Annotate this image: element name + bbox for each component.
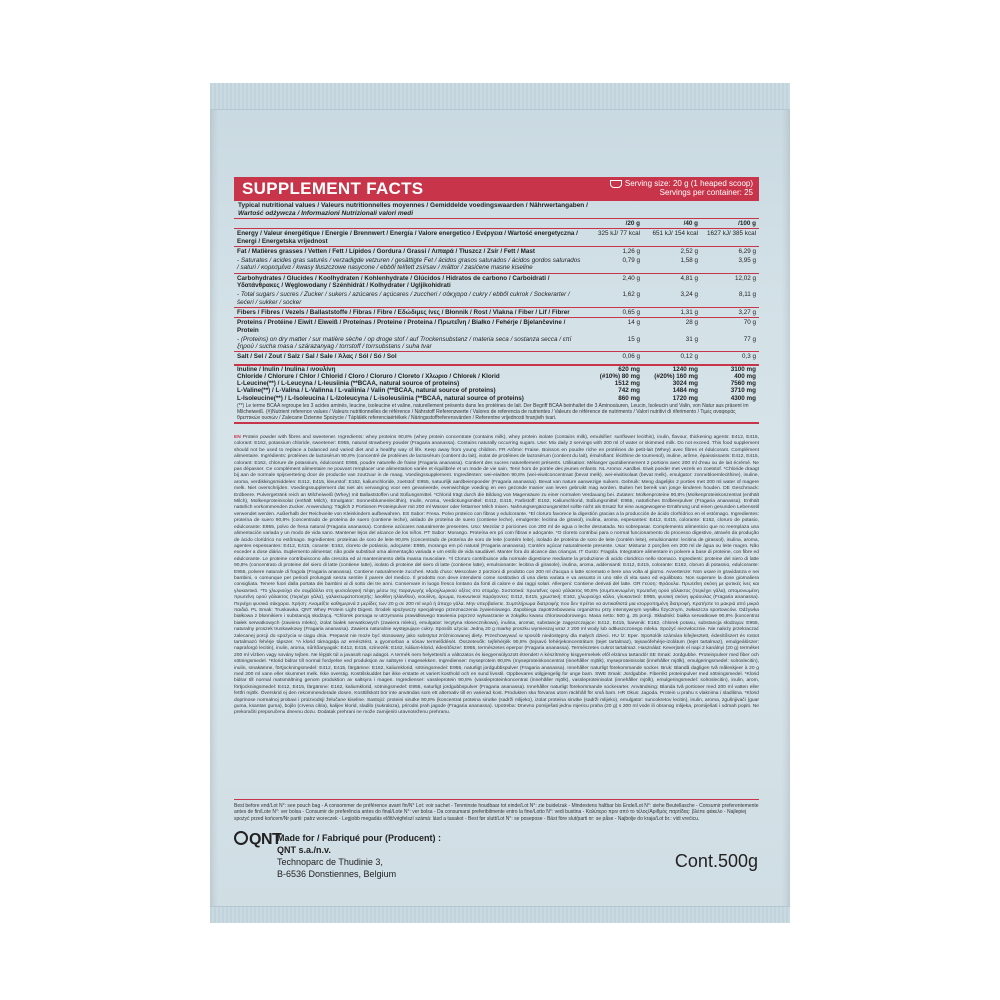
qnt-logo bbox=[234, 831, 281, 849]
net-weight: Cont.500g bbox=[674, 851, 758, 871]
value-20g: 742 mg bbox=[618, 387, 640, 395]
nutrient-label: Carbohydrates / Glucides / Koolhydraten / Kohlenhydrate / Glúcidos / Hidratos de carbono / Carboidrati / Υδατάνθρακες / Węglowodany / Szénhidrát / Kolhydrater / Ugljikohidrati bbox=[234, 273, 585, 290]
nutrition-column-headers bbox=[234, 219, 759, 229]
scoop-icon bbox=[610, 180, 622, 188]
aminoacid-label: L-Leucine(**) / L-Leucyna / L-leusiinia (**BCAA, natural source of proteins) bbox=[237, 380, 460, 388]
aminoacid-row bbox=[234, 395, 759, 402]
value-100g: 3710 mg bbox=[730, 387, 756, 395]
value-40g: 28 g bbox=[643, 318, 701, 335]
value-100g: 3100 mg bbox=[730, 365, 756, 373]
value-20g: 325 kJ/ 77 kcal bbox=[597, 230, 640, 238]
nutrition-row bbox=[234, 307, 759, 317]
value-20g: 0,06 g bbox=[585, 352, 643, 362]
city-address: B-6536 Donstiennes, Belgium bbox=[277, 869, 397, 879]
nutrient-label: - Saturates / acides gras saturés / verzadigde vetzuren / gesättigte Fet / ácidos grasos saturados / ácidos gordos saturados / saturi / κορεσμένα / kwasy tłuszczowe nasycone / ebből telített zsírsav / mättor / zasićene masne kiseline bbox=[237, 257, 581, 272]
value-100g: 12,02 g bbox=[701, 273, 759, 290]
nutrient-label: - (Proteins) on dry matter / sur matière sèche / op droge stof / auf Trockensubstanz / materia seca / sostanza secca / επί ξηρού / sucha masa / szárazanyag / torrstoff / torrsubstans / suha tvar bbox=[237, 335, 572, 351]
nutrition-row bbox=[234, 256, 759, 273]
value-40g: 3024 mg bbox=[672, 380, 698, 388]
value-40g: 1,58 g bbox=[680, 257, 698, 265]
value-100g: 3,95 g bbox=[738, 257, 756, 265]
value-100g: 400 mg bbox=[734, 372, 756, 380]
value-100g: 7560 mg bbox=[730, 380, 756, 388]
value-100g: 0,3 g bbox=[701, 352, 759, 362]
value-20g: 620 mg bbox=[618, 365, 640, 373]
nutrition-row bbox=[234, 290, 759, 307]
value-20g: 2,40 g bbox=[585, 273, 643, 290]
value-40g: 3,24 g bbox=[680, 291, 698, 299]
supplement-facts-panel bbox=[234, 177, 759, 424]
column-header-20g: /20 g bbox=[585, 219, 643, 229]
aminoacid-label: L-Valine(**) / L-Valina / L-Valinna / L-valiinia / Valin (**BCAA, natural source of proteins) bbox=[237, 387, 496, 395]
ingredients-block bbox=[234, 435, 759, 717]
manufacturer-address bbox=[277, 832, 441, 880]
value-100g: 1627 kJ/ 385 kcal bbox=[706, 230, 756, 238]
subheading-line-1: Typical nutritional values / Valeurs nutritionnelles moyennes / Gemiddelde voedingswaarden / Nährwertangaben / bbox=[238, 202, 588, 209]
nutrition-subheading bbox=[234, 201, 759, 219]
logo-ring-icon bbox=[234, 831, 248, 845]
nutrition-row bbox=[234, 246, 759, 256]
column-header-100g: /100 g bbox=[701, 219, 759, 229]
nutrient-label: Proteins / Protéine / Eiwit / Eiweiß / Proteínas / Proteine / Proteina / Πρωτεΐνη / Białko / Fehérje / Bjelančevine / Protein bbox=[234, 318, 585, 335]
value-20g: (#10%) 80 mg bbox=[599, 372, 640, 380]
street-address: Technoparc de Thudinie 3, bbox=[277, 857, 383, 867]
value-20g: 0,65 g bbox=[585, 307, 643, 317]
aminoacid-table bbox=[234, 364, 759, 402]
nutrient-label: Fat / Matières grasses / Vetten / Fett / Lípidos / Gordura / Grassi / Λιπαρά / Tłuszcz / Zsír / Fett / Mast bbox=[234, 246, 585, 256]
value-20g: 14 g bbox=[585, 318, 643, 335]
value-40g: 4,81 g bbox=[643, 273, 701, 290]
value-40g: 0,12 g bbox=[643, 352, 701, 362]
language-tag-en: EN bbox=[234, 435, 241, 440]
value-20g: 1,26 g bbox=[585, 246, 643, 256]
aminoacid-row bbox=[234, 373, 759, 380]
serving-size: Serving size: 20 g (1 heaped scoop) bbox=[624, 179, 753, 188]
aminoacid-label: L-Isoleucine(**) / L-Isoleucina / L-Izoleucyna / L-isoleusiinia (**BCAA, natural source of proteins) bbox=[237, 394, 524, 402]
value-40g: 31 g bbox=[685, 335, 698, 343]
value-40g: 1484 mg bbox=[672, 387, 698, 395]
nutrition-row bbox=[234, 273, 759, 290]
aminoacid-label: Chloride / Chlorure / Chlor / Chlorid / Cloro / Cloruro / Cloreto / Χλωριο / Chlorek / Klorid bbox=[237, 372, 500, 380]
facts-header bbox=[234, 177, 759, 201]
column-header-40g: /40 g bbox=[643, 219, 701, 229]
value-100g: 6,29 g bbox=[701, 246, 759, 256]
nutrition-row bbox=[234, 335, 759, 352]
column-header-label bbox=[234, 219, 585, 229]
top-seal bbox=[210, 83, 790, 110]
ingredients-text: Protein powder with fibres and sweetener. Ingredients: whey proteins 90,8% (whey protein concentrate (contains milk), whey protein isolate (contains milk), emulsifier: sunflower lecithin), inulin, flavour, thickening agents: E412, E415, colorant: E162, potassium chloride, sweetener: E955, natural strawberry powder (Fragaria ananassa). Contains naturally occurring sugars. Use: Mix daily 2 servings with 200 ml of water or skimmed milk. Do not exceed. This food supplement should not be used to replace a balanced and varied diet and a healthy way of life. Keep away from young children. FR Arôme: Fraise. Boisson en poudre riche en protéines de petit-lait (Whey) avec fibres et édulcorant. Complément alimentaire. Ingrédients: protéines de lactosérum 90,8% (concentré de protéines de lactosérum (contient du lait), isolat de protéines de lactosérum (contient du lait), émulsifiant: lécithine de tournesol), inuline, arôme, épaississants: E412, E415, colorant: E162, chlorure de potassium, édulcorant: E955, poudre naturelle de fraise (Fragaria ananassa). Contient des sucres naturellement présents. Utilisation: Mélanger quotidiennement 2 portions avec 200 ml d'eau ou de lait écrémé. Ne pas dépasser. Ce complément alimentaire ne pouvant remplacer une alimentation variée et équilibrée et un mode de vie sain. Tenir hors de portée des jeunes enfants. NL Aroma: Aardbei. Eiwit poeder met vezels en zoetstof. *Chloride draagt bij aan de normale spijsvertering door de productie van zoutzuur in de maag. Voedingssupplement. Ingrediënten: wei-eiwitten 90,8% (wei-eiwitconcentraat (bevat melk), wei-eiwitisolaat (bevat melk), emulgator: zonnebloemlecithine), inuline, aroma, verdikkingsmiddelen: E412, E415, kleurstof: E162, kaliumchloride, zoetstof: E955, natuurlijk aardbeienpoeder (Fragaria ananassa). Bevat van nature aanwezige suikers. Gebruik: Meng dagelijks 2 porties met 200 ml water of magere melk. Niet overschrijden. Voedingssupplement dat niet als vervanging voor een gevarieerde, evenwichtige voeding en een gezonde manier van leven gebruikt mag worden. Buiten het bereik van jonge kinderen houden. DE Geschmack: Erdbeere. Pulvergetränk reich an Milcheiweiß (Whey) mit Ballaststoffen und Süßungsmittel. *Chlorid trägt durch die Bildung von Magensäure zu einer normalen Verdauung bei. Zutaten: Molkenproteine 90,8% (Molkenproteinkonzentrat (enthält Milch), Molkenproteinisolat (enthält Milch), Emulgator: Sonnenblumenlecithin), Inulin, Aroma, Verdickungsmittel: E412, E415, Farbstoff: E162, Kaliumchlorid, Süßungsmittel: E955, natürliches Erdbeerpulver (Fragaria ananassa). Enthält natürlich vorkommenden Zucker. Anwendung: Täglich 2 Portionen Proteinpulver mit 200 ml Wasser oder fettarmer Milch mixen. Nahrungsergänzungsmittel sollte nicht als Ersatz für eine ausgewogene Ernährung und einen gesunden Lebensstil verwendet werden. Außerhalb der Reichweite von Kleinkindern aufbewahren. ES Sabor: Fresa. Polvo proteico con fibras y edulcorante. *El cloruro favorece la digestión gracias a la producción de ácido clorhídrico en el estómago. Ingredientes: proteína de suero 90,8% (concentrado de proteína de suero (contiene leche), aislado de proteína de suero (contiene leche), emulgente: lecitina de girasol), inulina, aroma, espesantes: E412, E415, colorante: E162, cloruro de potasio, edulcorante: E955, polvo de fresa natural (Fragaria ananassa). Contiene azúcares naturalmente presentes. Uso: Mezclar 2 porciones con 200 ml de agua o leche desnatada. No sobrepasar. Complemento alimenticio que no reemplaza una alimentación variada y un modo de vida sano. Mantener lejos del alcance de los niños. PT Sabor: Morango. Proteína em pó com fibras e adoçante. *O cloreto contribui para o normal funcionamento do processo digestivo, através da produção de ácido clorídrico no estômago. Ingredientes: proteínas de soro de leite 90,8% (concentrado de proteína de soro de leite (contém leite), isolado de proteína de soro de leite (contém leite), emulsionante: lecitina de girassol), inulina, aroma, agentes espessantes: E412, E415, corante: E162, cloreto de potássio, adoçante: E955, morango em pó natural (Fragaria ananassa). Contém açúcar naturalmente presente. Usar: Misturar 2 porções em 200 ml de água ou leite magro. Não exceder a dose diária. Suplemento alimentar; não pode substituir uma alimentação variada e um estilo de vida saudável. Manter fora do alcance das crianças. IT Gusto: Fragola. Integratore alimentare in polvere a base di proteine, con fibre ed edulcorante. Le proteine contribuiscono alla crescita ed al mantenimento della massa muscolare. *Il Cloruro contribuisce alla normale digestione mediante la produzione di acido cloridrico nello stomaco. Ingredienti: proteine del siero di latte 90,8% (concentrato di proteine del siero di latte (contiene latte), isolato di proteine del siero di latte (contiene latte), emulsionante: lecitina di girasole), inulina, aroma, addensanti: E412, E415, colorante: E162, cloruro di potassio, edulcorante: E955, polvere naturale di fragola (Fragaria ananassa). Contiene naturalmente zuccheri. Modo d'uso: Mescolare 2 porzioni di prodotto con 200 ml d'acqua o latte scremato e bere una volta al giorno. Avvertenze: Non usare in gravidanza e nei bambini, o comunque per periodi prolungati senza sentire il parere del medico. Il prodotto non deve intendersi come sostitutivo di una dieta variata e va assunto in uno stile di vita sano ed equilibrato. Non superare la dose giornaliera consigliata. Tenere fuori dalla portata dei bambini al di sotto dei tre anni. Conservare in luogo fresco lontano da fonti di calore e dai raggi solari. Allergeni: Contiene derivati del latte. GR Γεύση: Φράουλα. Πρωτεΐνη σκόνη με φυτικές ίνες και γλυκαντικό. *Το χλωριούχο ιόν συμβάλλει στη φυσιολογική πέψη μέσω της παραγωγής υδροχλωρικού οξέος στο στομάχι. Συστατικά: πρωτεΐνες ορού γάλακτος 90,8% (συμπυκνωμένη πρωτεΐνη ορού γάλακτος (περιέχει γάλα), απομονωμένη πρωτεΐνη ορού γάλακτος (περιέχει γάλα), γαλακτωματοποιητής: λεκιθίνη ηλίανθου), ινουλίνη, άρωμα, πυκνωτικοί παράγοντες: E412, E415, χρωστική: E162, χλωριούχο κάλιο, γλυκαντικό: E955, φυσική σκόνη φράουλας (Fragaria ananassa). Περιέχει φυσικά σάκχαρα. Χρήση: Αναμείξτε καθημερινά 2 μερίδες των 20 g σε 200 ml νερό ή άπαχο γάλα. Μην υπερβαίνετε. Συμπλήρωμα διατροφής που δεν πρέπει να αντικαθιστά μια ισορροπημένη διατροφή. Κρατήστε το μακριά από μικρά παιδιά. PL Smak: Truskawka. QNT Whey Protein Light Digest. Środek spożywczy specjalnego przeznaczenia żywieniowego. Zapobiega zapotrzebowaniu organizmu przy intensywnym wysiłku fizycznym, zwłaszcza sportowców. Odżywka białkowa z błonnikiem i substancją słodzącą. *Chlorek pomaga w utrzymaniu prawidłowego trawienia poprzez wytwarzanie w żołądku kwasu chlorowodorowego. Masa netto: 500 g, 25 porcji. Składniki: białka serwatkowe 90,8% (koncentrat białek serwatkowych (zawiera mleko), izolat białek serwatkowych (zawiera mleko), emulgator: lecytyna słonecznikowa), inulina, aromat, substancje zagęszczające: E412, E415, barwnik: E162, chlorek potasu, substancja słodząca: E955, naturalny proszek truskawkowy (Fragaria ananassa). Zawiera naturalnie występujące cukry. Sposób użycia: Jedną 20 g miarkę proszku wymieszaj wraz z 200 ml wody lub odtłuszczonego mleka. Spożyć niezwłocznie. Nie należy przekraczać zalecanej porcji do spożycia w ciągu dnia. Preparat nie może być stosowany jako substytut zróżnicowanej diety. Przechowywać w sposób niedostępny dla małych dzieci. HU Íz: Eper. Sportolók számára kifejlesztett, édesítőszert és rostot tartalmazó fehérje tápszer. *A klorid támogatja az emésztést, a gyomorban a sósav termelődését. Összetevők: tejfehérjék 90,8% (tejsavó fehérjekoncentrátum (tejet tartalmaz), tejsavófehérje-izolátum (tejet tartalmaz), emulgeálószer: napraforgó lecitin), inulin, aroma, sűrítőanyagok: E412, E415, színezék: E162, kálium-klorid, édesítőszer: E955, természetes eperpor (Fragaria ananassa). Természetes cukrot tartalmaz. Használat: Keverjünk el napi 2 kanálnyi (20 g) terméket 200 ml vízben vagy sovány tejben. Ne lépjük túl a javasolt napi adagot. A termék nem helyettesíti a változatos és kiegyensúlyozott étrendet! A készítmény kisgyermekek elől elzárva tartandó! SE Smak: Jordgubbe. Proteinpulver med fiber och sötningsmedel. *Klorid bidrar till normal fordyelse ved produksjon av saltsyre i magesekken. Ingredienser: myseprotein 90,8% (myseproteinkoncentrat (innehåller mjölk), myseproteinisolat (innehåller mjölk), emulgeringsmedel: solroslecitin), inulin, smakämne, förtjockningsmedel: E412, E415, färgämne: E162, kaliumklorid, sötningsmedel: E955, naturligt jordgubbspulver (Fragaria ananassa). Innehåller naturligt förekommande socker. Bruk: Blandå dagligen två måleskjeer à 20 g med 200 ml vann eller skummet melk. Ikke overstig. Kosttilskuddet bør ikke erstatte et variert kosthold och en sund livsstil. Oppbevares utilgjengelig for unge barn. SWE Smak: Jordgubbe. Fiberrikt proteinpulver med sötningsmedel. *Klorid bidrar till normal matsmältning genom produktion av saltsyra i magen. Ingredienser: vassleprotein 90,8% (vassleproteinkoncentrat (innehåller mjölk), vassleproteinisolat (innehåller mjölk), emulgeringsmedel: solroslecitin), inulin, arom, förtjockningsmedel: E412, E415, färgämne: E162, kaliumklorid, sötningsmedel: E955, naturligt jordgubbspulver (Fragaria ananassa). Innehåller naturligt förekommande sockerarter. Användning: Blanda två portioner med 200 ml vatten eller fettfri mjölk. Överskrid ej den rekommenderade dosen. Kosttillskott bör inte användas som ett alternativ till en varierad kost. Produkten ska förvaras utom räckhåll för små barn. HR Okus: Jagoda. Protein u prahu s vlaknima i sladilima. *Klorid doprinose normalnoj probavi i proizvodnji želučane kiseline. Sastojci: proteini sirutke 90,8% (koncentrat proteina sirutke (sadrži mlijeko), izolat proteina sirutke (sadrži mlijeko), emulgator: suncokretov lecitin), inulin, aroma, zgušnjivači (guar guma, ksantan guma), bojilo (crvena cikla), kalijev klorid, sladilo (sukraloza), prirodni prah jagode (Fragaria ananassa). Upotreba: Dnevno pomiješati jednu mjericu praha (20 g) s 200 ml vode ili obranog mlijeka, promiješati i odmah popiti. Ne prekoračiti preporučenu dnevnu dozu. Dodatak prehrani ne može zamijeniti uravnoteženu prehranu. bbox=[234, 435, 759, 716]
value-40g: 651 kJ/ 154 kcal bbox=[652, 230, 698, 238]
aminoacid-row bbox=[234, 365, 759, 373]
product-bag bbox=[210, 83, 790, 923]
value-20g: 0,79 g bbox=[622, 257, 640, 265]
nutrition-table bbox=[234, 219, 759, 362]
nutrition-row bbox=[234, 318, 759, 335]
nutrient-label: Energy / Valeur énergétique / Energie / Brennwert / Energía / Valore energetico / Ενέργεια / Wartość energetyczna / Energi / Energetska vrijednost bbox=[237, 230, 578, 245]
value-40g: 1720 mg bbox=[672, 394, 698, 402]
subheading-line-2: Wartość odżywcza / Informazioni Nutrizionali valori medi bbox=[238, 209, 414, 217]
value-40g: 1240 mg bbox=[672, 365, 698, 373]
value-20g: 860 mg bbox=[618, 394, 640, 402]
serving-info bbox=[610, 179, 753, 197]
value-40g: (#20%) 160 mg bbox=[654, 372, 698, 380]
nutrition-row bbox=[234, 352, 759, 362]
nutrient-label: Salt / Sel / Zout / Salz / Sal / Sale / Άλας / Sól / Só / Sol bbox=[234, 352, 585, 362]
made-for-label: Made for / Fabriqué pour (Producent) : bbox=[277, 833, 441, 843]
value-100g: 8,11 g bbox=[738, 291, 756, 299]
value-40g: 1,31 g bbox=[643, 307, 701, 317]
value-100g: 3,27 g bbox=[701, 307, 759, 317]
nutrient-label: Fibers / Fibres / Vezels / Ballaststoffe / Fibras / Fibre / Εδώδιμες ίνες / Błonnik / Rost / Vlakna / Fiber / Lif / Fibrer bbox=[234, 307, 585, 317]
value-20g: 15 g bbox=[627, 335, 640, 343]
nutrition-footnote: (**) Le terme BCAA regroupe les 3 acides aminés, leucine, isoleucine et valine, naturellement présents dans les protéines de lait. Der Begriff BCAA beinhaltet die 3 Aminosäuren, Leucin, Isoleucin und Valin, von Natur aus präsent im Milcheiweiß. (#)Nutrient reference values / Valeurs nutritionnelles de référence / Nährstoff Referenzwerte / Valores de referencia de nutrientes / Valeurs de référence de nutriments / Valori nutritivi di riferimento / Τιμές αναφοράς θρεπτικών ουσιών / Zalecane Dzienne Spożycie / Táplálék referenciaértékek / Näringsstoffreferensvärden / Referentne vrijednosti hranjivih tvari. bbox=[234, 402, 759, 424]
value-20g: 1512 mg bbox=[614, 380, 640, 388]
best-before-text: Best before end/Lot N°: see pouch bag - A consommer de préférence avant fin/N° Lot: voir sachet - Tenminste houdbaar tot einde/Lot N°: zie buidelzak - Mindestens haltbar bis Ende/Lot N°: siehe Beutellasche - Consumir preferentemente antes de fin/Lote N°: ver bolsa - Consumir de preferência antes do final/Lote N°: ver bolsa - Da consumarsi preferibilmente entro la fine/Lotto N°: vedi bustina - Καλύτερο πριν από το τέλος/Αριθμός παρτίδας: βλέπε φάκελο - Najlepiej spożyć przed końcem/Nr partii: patrz woreczek - Legjobb megadás előtt/végfelszí számá: lásd a tasakot - Best før slutt/Lot N°: se posepose - Bäst före slut/parti nr: se påse - Najbolje do kraja/Lot br.: vidi vrećicu. bbox=[234, 799, 759, 822]
value-40g: 2,52 g bbox=[643, 246, 701, 256]
company-name: QNT s.a./n.v. bbox=[277, 845, 331, 855]
value-100g: 4300 mg bbox=[730, 394, 756, 402]
nutrition-row bbox=[234, 229, 759, 247]
logo-text: QNT bbox=[249, 831, 282, 848]
nutrient-label: - Total sugars / sucres / Zucker / sukers / azúcares / açúcares / zuccheri / σάκχαρα / cukry / ebből cukrok / Sockerarter / šećeri / sukker / socker bbox=[237, 291, 570, 306]
servings-per-container: Servings per container: 25 bbox=[659, 188, 753, 197]
value-100g: 77 g bbox=[743, 335, 756, 343]
value-20g: 1,62 g bbox=[622, 291, 640, 299]
aminoacid-row bbox=[234, 387, 759, 394]
bottom-seal bbox=[210, 906, 790, 923]
value-100g: 70 g bbox=[701, 318, 759, 335]
aminoacid-row bbox=[234, 380, 759, 387]
facts-title: SUPPLEMENT FACTS bbox=[242, 179, 424, 198]
aminoacid-label: Inuline / Inulin / Inulina / ινουλίνη bbox=[237, 365, 336, 373]
